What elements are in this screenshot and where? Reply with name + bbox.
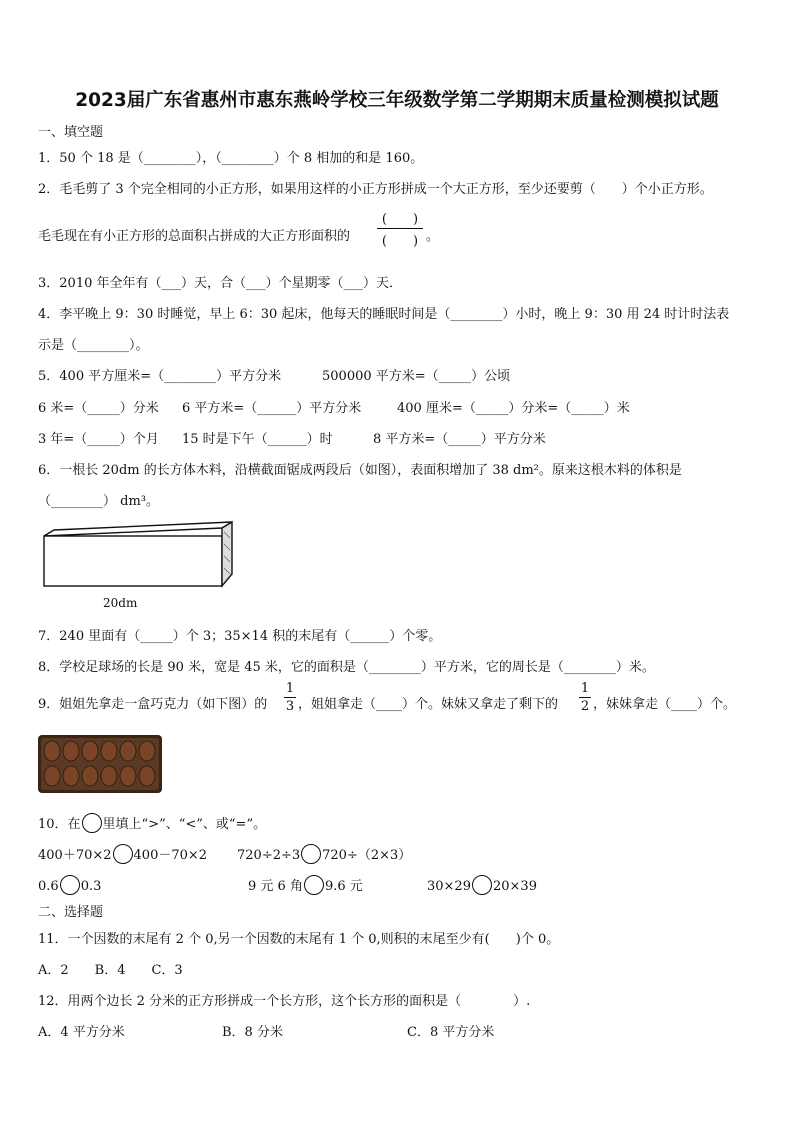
chocolate-piece bbox=[101, 741, 117, 761]
compare-circle[interactable] bbox=[60, 875, 80, 895]
chocolate-piece bbox=[101, 766, 117, 786]
section-heading-fill-blank: 一、填空题 bbox=[38, 125, 104, 140]
chocolate-piece bbox=[63, 741, 79, 761]
question-2-end: 。 bbox=[426, 229, 440, 244]
question-10-instruction bbox=[38, 813, 266, 833]
expr-left: 9 元 6 角 bbox=[248, 879, 303, 894]
question-4-line-1: 4．李平晚上 9：30 时睡觉，早上 6：30 起床，他每天的睡眠时间是（________）小时，晚上 9：30 用 24 时计时法表 bbox=[38, 307, 730, 322]
question-11-options: A．2 B．4 C．3 bbox=[38, 963, 183, 978]
cuboid-length-label: 20dm bbox=[103, 596, 138, 610]
question-5-row-1-b: 500000 平方米=（_____）公顷 bbox=[322, 369, 511, 384]
question-10-row-2-b bbox=[248, 875, 363, 895]
question-10-number: 10．在 bbox=[38, 817, 81, 832]
question-10-row-1-left bbox=[38, 844, 207, 864]
question-5-row-1-a: 5．400 平方厘米=（________）平方分米 bbox=[38, 369, 282, 384]
question-12: 12．用两个边长 2 分米的正方形拼成一个长方形，这个长方形的面积是（ ）. bbox=[38, 994, 531, 1009]
expr-right: 0.3 bbox=[80, 879, 102, 894]
fraction-denominator: ( ) bbox=[381, 234, 419, 249]
chocolate-piece bbox=[82, 741, 98, 761]
expr-right: 400－70×2 bbox=[133, 848, 208, 863]
question-12-option-a: A．4 平方分米 bbox=[38, 1025, 125, 1040]
expr-right: 720÷（2×3） bbox=[322, 848, 412, 863]
question-10-row-2-a bbox=[38, 875, 101, 895]
expr-left: 720÷2÷3 bbox=[237, 848, 301, 863]
chocolate-piece bbox=[120, 741, 136, 761]
question-12-option-c: C．8 平方分米 bbox=[407, 1025, 495, 1040]
chocolate-piece bbox=[120, 766, 136, 786]
question-9-fraction-1 bbox=[284, 681, 296, 714]
question-5-row-3-b: 15 时是下午（______）时 bbox=[182, 432, 333, 447]
compare-circle[interactable] bbox=[82, 813, 102, 833]
question-2-line-1: 2．毛毛剪了 3 个完全相同的小正方形，如果用这样的小正方形拼成一个大正方形，至少还要剪（ ）个小正方形。 bbox=[38, 182, 713, 197]
question-8: 8．学校足球场的长是 90 米，宽是 45 米，它的面积是（________）平方米，它的周长是（________）米。 bbox=[38, 660, 655, 675]
compare-circle[interactable] bbox=[301, 844, 321, 864]
question-2-line-2: 毛毛现在有小正方形的总面积占拼成的大正方形面积的 bbox=[38, 229, 351, 244]
fraction-numerator: ( ) bbox=[381, 212, 419, 227]
question-2-fraction bbox=[377, 208, 423, 249]
question-10-row-1-right bbox=[237, 844, 411, 864]
question-4-line-2: 示是（________）。 bbox=[38, 338, 149, 353]
section-heading-multiple-choice: 二、选择题 bbox=[38, 905, 104, 920]
question-9-part-3: ，妹妹拿走（____）个。 bbox=[593, 697, 737, 712]
chocolate-piece bbox=[82, 766, 98, 786]
question-9-part-1: 9．姐姐先拿走一盒巧克力（如下图）的 bbox=[38, 697, 268, 712]
question-7: 7．240 里面有（_____）个 3；35×14 积的末尾有（______）个零。 bbox=[38, 629, 442, 644]
question-1: 1．50 个 18 是（________），（________）个 8 相加的和是 160。 bbox=[38, 151, 424, 166]
question-9-fraction-2 bbox=[579, 681, 591, 714]
fraction-denominator: 2 bbox=[580, 699, 590, 714]
expr-left: 400＋70×2 bbox=[38, 848, 112, 863]
fraction-numerator: 1 bbox=[580, 681, 590, 696]
question-5-row-3-a: 3 年=（_____）个月 bbox=[38, 432, 159, 447]
fraction-bar bbox=[579, 697, 591, 698]
page-title: 2023届广东省惠州市惠东燕岭学校三年级数学第二学期期末质量检测模拟试题 bbox=[75, 90, 719, 111]
fraction-numerator: 1 bbox=[285, 681, 295, 696]
question-5-row-2-c: 400 厘米=（_____）分米=（_____）米 bbox=[397, 401, 630, 416]
question-10-text: 里填上“>”、“<”、或“=”。 bbox=[102, 817, 267, 832]
fraction-bar bbox=[377, 228, 423, 229]
compare-circle[interactable] bbox=[113, 844, 133, 864]
compare-circle[interactable] bbox=[472, 875, 492, 895]
chocolate-piece bbox=[139, 741, 155, 761]
chocolate-piece bbox=[63, 766, 79, 786]
question-10-row-2-c bbox=[427, 875, 537, 895]
question-5-row-3-c: 8 平方米=（_____）平方分米 bbox=[373, 432, 546, 447]
chocolate-box-image bbox=[38, 735, 162, 793]
question-6-line-1: 6．一根长 20dm 的长方体木料，沿横截面锯成两段后（如图），表面积增加了 38 dm²。原来这根木料的体积是 bbox=[38, 463, 682, 478]
chocolate-piece bbox=[44, 741, 60, 761]
cuboid-figure bbox=[40, 518, 240, 590]
question-3: 3．2010 年全年有（___）天，合（___）个星期零（___）天． bbox=[38, 276, 402, 291]
compare-circle[interactable] bbox=[304, 875, 324, 895]
question-5-row-2-a: 6 米=（_____）分米 bbox=[38, 401, 159, 416]
fraction-denominator: 3 bbox=[285, 699, 295, 714]
fraction-bar bbox=[284, 697, 296, 698]
question-9-part-2: ，姐姐拿走（____）个。妹妹又拿走了剩下的 bbox=[298, 697, 559, 712]
expr-right: 20×39 bbox=[492, 879, 537, 894]
chocolate-piece bbox=[139, 766, 155, 786]
question-12-option-b: B．8 分米 bbox=[222, 1025, 283, 1040]
question-11: 11．一个因数的末尾有 2 个 0,另一个因数的末尾有 1 个 0,则积的末尾至少有( )个 0。 bbox=[38, 932, 560, 947]
expr-right: 9.6 元 bbox=[324, 879, 363, 894]
question-6-line-2: （________） dm³。 bbox=[38, 494, 159, 509]
expr-left: 30×29 bbox=[427, 879, 471, 894]
question-5-row-2-b: 6 平方米=（______）平方分米 bbox=[182, 401, 362, 416]
expr-left: 0.6 bbox=[38, 879, 59, 894]
chocolate-piece bbox=[44, 766, 60, 786]
